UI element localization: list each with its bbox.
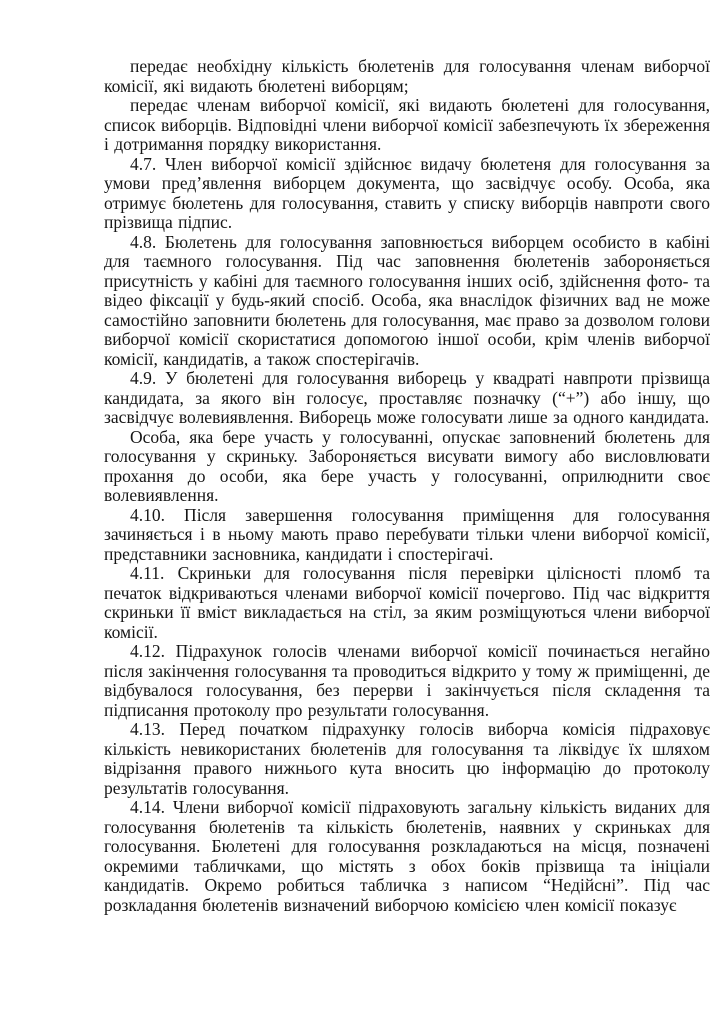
paragraph: передає необхідну кількість бюлетенів для голосування членам виборчої комісії, які видають бюлетені виборцям; [104, 56, 710, 96]
paragraph: 4.12. Підрахунок голосів членами виборчої комісії починається негайно після закінчення голосування та проводиться відкрито у тому ж приміщенні, де відбувалося голосування, без перерви і закінчується після складення та підписання протоколу про результати голосування. [104, 641, 710, 720]
paragraph: 4.7. Член виборчої комісії здійснює видачу бюлетеня для голосування за умови пред’явлення виборцем документа, що засвідчує особу. Особа, яка отримує бюлетень для голосування, ставить у списку виборців навпроти свого прізвища підпис. [104, 153, 710, 232]
paragraph: 4.13. Перед початком підрахунку голосів виборча комісія підраховує кількість невикористаних бюлетенів для голосування та ліквідує їх шляхом відрізання правого нижнього кута вносить цю інформацію до протоколу результатів голосування. [104, 719, 710, 798]
paragraph: Особа, яка бере участь у голосуванні, опускає заповнений бюлетень для голосування у скриньку. Забороняється висувати вимогу або висловлювати прохання до особи, яка бере участь у голосуванні, оприлюднити своє волевиявлення. [104, 426, 710, 505]
paragraph: передає членам виборчої комісії, які видають бюлетені для голосування, список виборців. Відповідні члени виборчої комісії забезпечують їх збереження і дотримання порядку використання. [104, 95, 710, 154]
paragraph: 4.9. У бюлетені для голосування виборець у квадраті навпроти прізвища кандидата, за якого він голосує, проставляє позначку (“+”) або іншу, що засвідчує волевиявлення. Виборець може голосувати лише за одного кандидата. [104, 368, 710, 427]
paragraph: 4.10. Після завершення голосування приміщення для голосування зачиняється і в ньому мають право перебувати тільки члени виборчої комісії, представники засновника, кандидати і спостерігачі. [104, 504, 710, 564]
document-body [104, 57, 710, 915]
paragraph: 4.14. Члени виборчої комісії підраховують загальну кількість виданих для голосування бюлетенів та кількість бюлетенів, наявних у скриньках для голосування. Бюлетені для голосування розкладаються на місця, позначені окремими табличками, що містять з обох боків прізвища та ініціали кандидатів. Окремо робиться табличка з написом “Недійсні”. Під час розкладання бюлетенів визначений виборчою комісією член комісії показує [104, 797, 710, 915]
paragraph: 4.8. Бюлетень для голосування заповнюється виборцем особисто в кабіні для таємного голосування. Під час заповнення бюлетенів забороняється присутність у кабіні для таємного голосування інших осіб, здійснення фото- та відео фіксації у будь-який спосіб. Особа, яка внаслідок фізичних вад не може самостійно заповнити бюлетень для голосування, має право за дозволом голови виборчої комісії скористатися допомогою іншої особи, крім членів виборчої комісії, кандидатів, а також спостерігачів. [104, 231, 710, 369]
paragraph: 4.11. Скриньки для голосування після перевірки цілісності пломб та печаток відкриваються членами виборчої комісії почергово. Під час відкриття скриньки її вміст викладається на стіл, за яким розміщуються члени виборчої комісії. [104, 563, 710, 642]
